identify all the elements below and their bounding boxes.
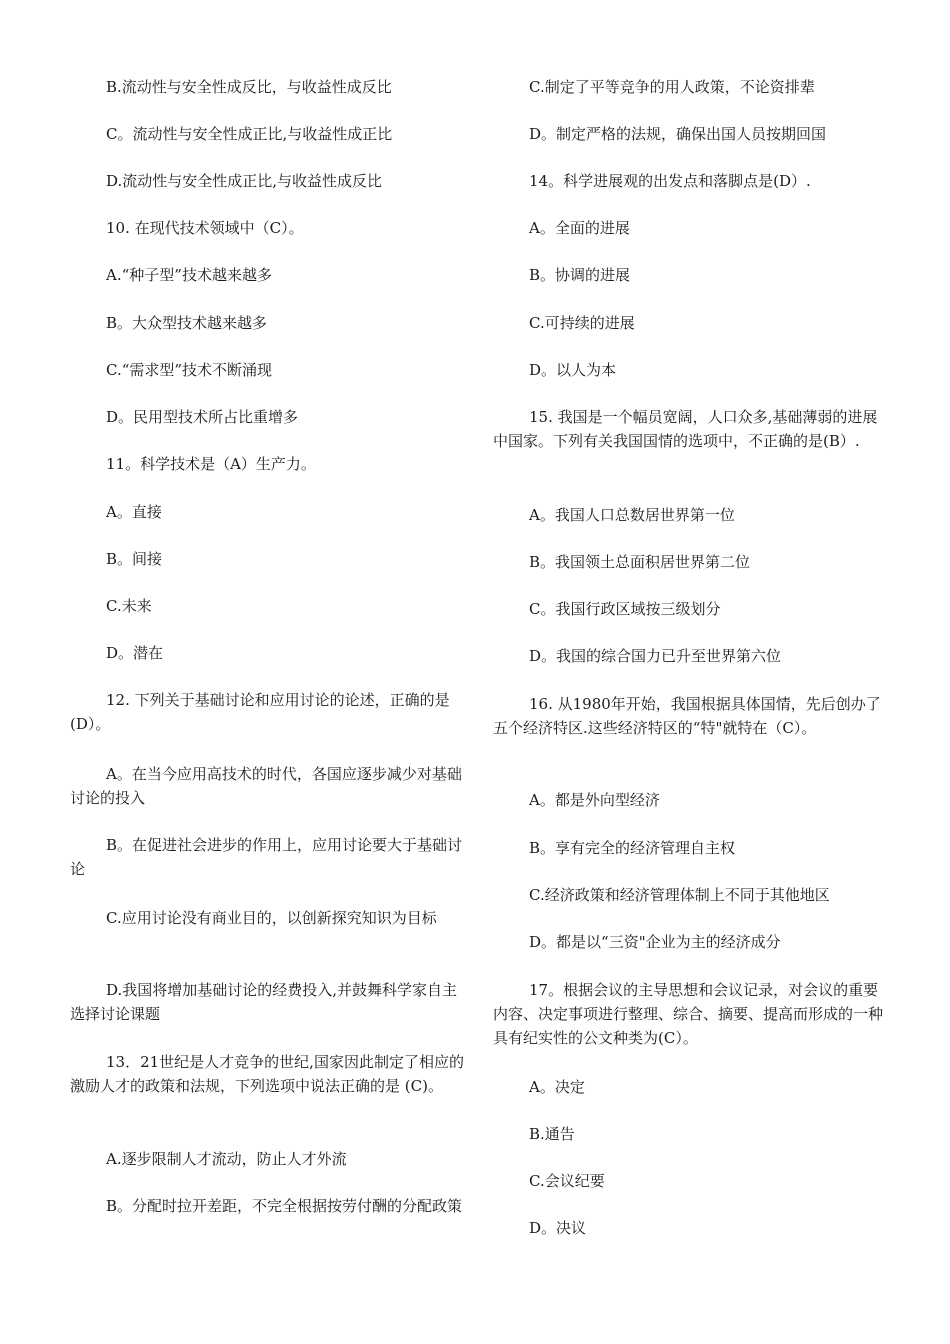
option-16c: C.经济政策和经济管理体制上不同于其他地区 [529,886,830,904]
option-16a: A。都是外向型经济 [529,791,660,809]
question-10: 10. 在现代技术领域中（C）。 [106,219,304,237]
option-17a: A。决定 [529,1078,585,1096]
option-12d: D.我国将增加基础讨论的经费投入,并鼓舞科学家自主选择讨论课题 [70,981,458,1023]
option-9d: D.流动性与安全性成正比,与收益性成反比 [106,172,383,190]
option-12c: C.应用讨论没有商业目的，以创新探究知识为目标 [106,909,437,927]
question-11: 11。科学技术是（A）生产力。 [106,455,316,473]
option-13c: C.制定了平等竞争的用人政策，不论资排辈 [529,78,815,96]
question-17: 17。根据会议的主导思想和会议记录，对会议的重要内容、决定事项进行整理、综合、摘要、提高而形成的一种具有纪实性的公文种类为(C）。 [493,981,884,1047]
option-11d: D。潜在 [106,644,164,662]
option-13d: D。制定严格的法规，确保出国人员按期回国 [529,125,827,143]
option-17d: D。决议 [529,1219,587,1237]
option-10d: D。民用型技术所占比重增多 [106,408,299,426]
option-9c: C。流动性与安全性成正比,与收益性成正比 [106,125,393,143]
option-15b: B。我国领土总面积居世界第二位 [529,553,751,571]
option-11c: C.未来 [106,597,152,615]
option-14a: A。全面的进展 [529,219,630,237]
option-17b: B.通告 [529,1125,575,1143]
option-12a: A。在当今应用高技术的时代，各国应逐步减少对基础讨论的投入 [70,765,462,807]
question-12: 12. 下列关于基础讨论和应用讨论的论述，正确的是(D）。 [70,691,450,733]
option-14b: B。协调的进展 [529,266,631,284]
option-11a: A。直接 [106,503,162,521]
option-15a: A。我国人口总数居世界第一位 [529,506,735,524]
question-15: 15. 我国是一个幅员宽阔，人口众多,基础薄弱的进展中国家。下列有关我国国情的选项中，不正确的是(B）. [493,408,878,450]
option-17c: C.会议纪要 [529,1172,605,1190]
option-13b: B。分配时拉开差距，不完全根据按劳付酬的分配政策 [106,1197,463,1215]
option-14c: C.可持续的进展 [529,314,635,332]
question-14: 14。科学进展观的出发点和落脚点是(D）. [529,172,811,190]
option-12b: B。在促进社会进步的作用上，应用讨论要大于基础讨论 [70,836,463,878]
option-14d: D。以人为本 [529,361,617,379]
option-10c: C.“需求型”技术不断涌现 [106,361,273,379]
option-10b: B。大众型技术越来越多 [106,314,268,332]
question-16: 16. 从1980年开始，我国根据具体国情，先后创办了五个经济特区.这些经济特区的“特"就特在（C）。 [493,695,881,737]
option-15d: D。我国的综合国力已升至世界第六位 [529,647,782,665]
option-15c: C。我国行政区域按三级划分 [529,600,721,618]
option-16b: B。享有完全的经济管理自主权 [529,839,736,857]
option-10a: A.“种子型”技术越来越多 [106,266,272,284]
option-16d: D。都是以“三资"企业为主的经济成分 [529,933,781,951]
option-13a: A.逐步限制人才流动，防止人才外流 [106,1150,347,1168]
question-13: 13．21世纪是人才竞争的世纪,国家因此制定了相应的激励人才的政策和法规，下列选项中说法正确的是 (C)。 [70,1053,464,1095]
option-9b: B.流动性与安全性成反比，与收益性成反比 [106,78,392,96]
option-11b: B。间接 [106,550,163,568]
